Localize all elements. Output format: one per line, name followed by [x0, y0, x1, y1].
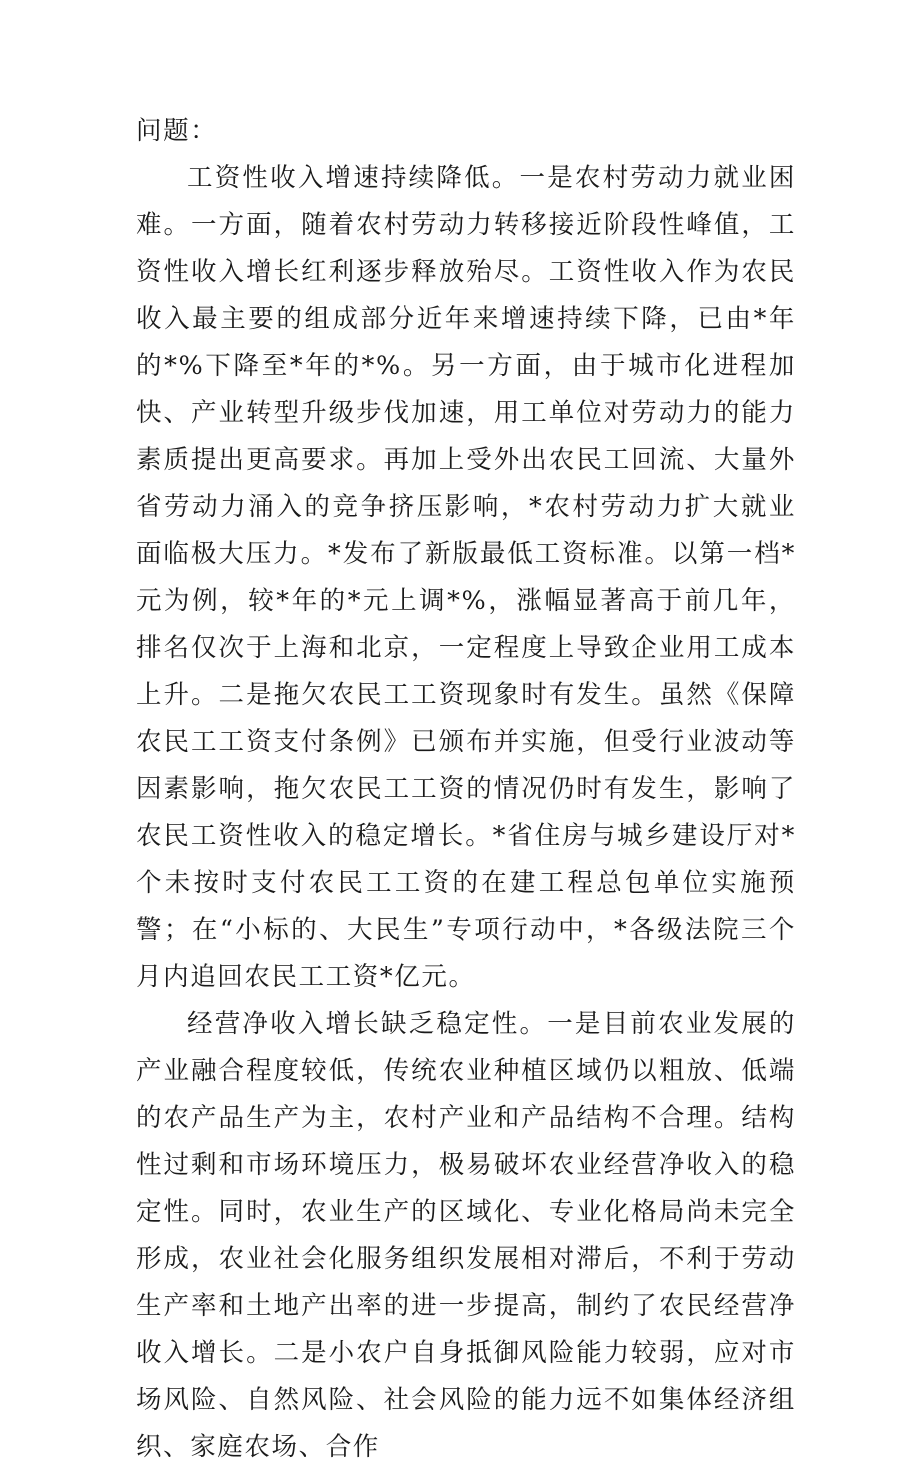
document-body [136, 108, 796, 1471]
section-heading: 问题： [136, 116, 218, 146]
paragraph-operating-income: 经营净收入增长缺乏稳定性。一是目前农业发展的产业融合程度较低，传统农业种植区域仍以粗放、低端的农产品生产为主，农村产业和产品结构不合理。结构性过剩和市场环境压力，极易破坏农业经营净收入的稳定性。同时，农业生产的区域化、专业化格局尚未完全形成，农业社会化服务组织发展相对滞后，不利于劳动生产率和土地产出率的进一步提高，制约了农民经营净收入增长。二是小农户自身抵御风险能力较弱，应对市场风险、自然风险、社会风险的能力远不如集体经济组织、家庭农场、合作 [136, 1009, 796, 1462]
paragraph-wage-income: 工资性收入增速持续降低。一是农村劳动力就业困难。一方面，随着农村劳动力转移接近阶段性峰值，工资性收入增长红利逐步释放殆尽。工资性收入作为农民收入最主要的组成部分近年来增速持续下降，已由*年的*%下降至*年的*%。另一方面，由于城市化进程加快、产业转型升级步伐加速，用工单位对劳动力的能力素质提出更高要求。再加上受外出农民工回流、大量外省劳动力涌入的竞争挤压影响，*农村劳动力扩大就业面临极大压力。*发布了新版最低工资标准。以第一档*元为例，较*年的*元上调*%，涨幅显著高于前几年，排名仅次于上海和北京，一定程度上导致企业用工成本上升。二是拖欠农民工工资现象时有发生。虽然《保障农民工工资支付条例》已颁布并实施，但受行业波动等因素影响，拖欠农民工工资的情况仍时有发生，影响了农民工资性收入的稳定增长。*省住房与城乡建设厅对*个未按时支付农民工工资的在建工程总包单位实施预警；在“小标的、大民生”专项行动中，*各级法院三个月内追回农民工工资*亿元。 [136, 163, 796, 992]
